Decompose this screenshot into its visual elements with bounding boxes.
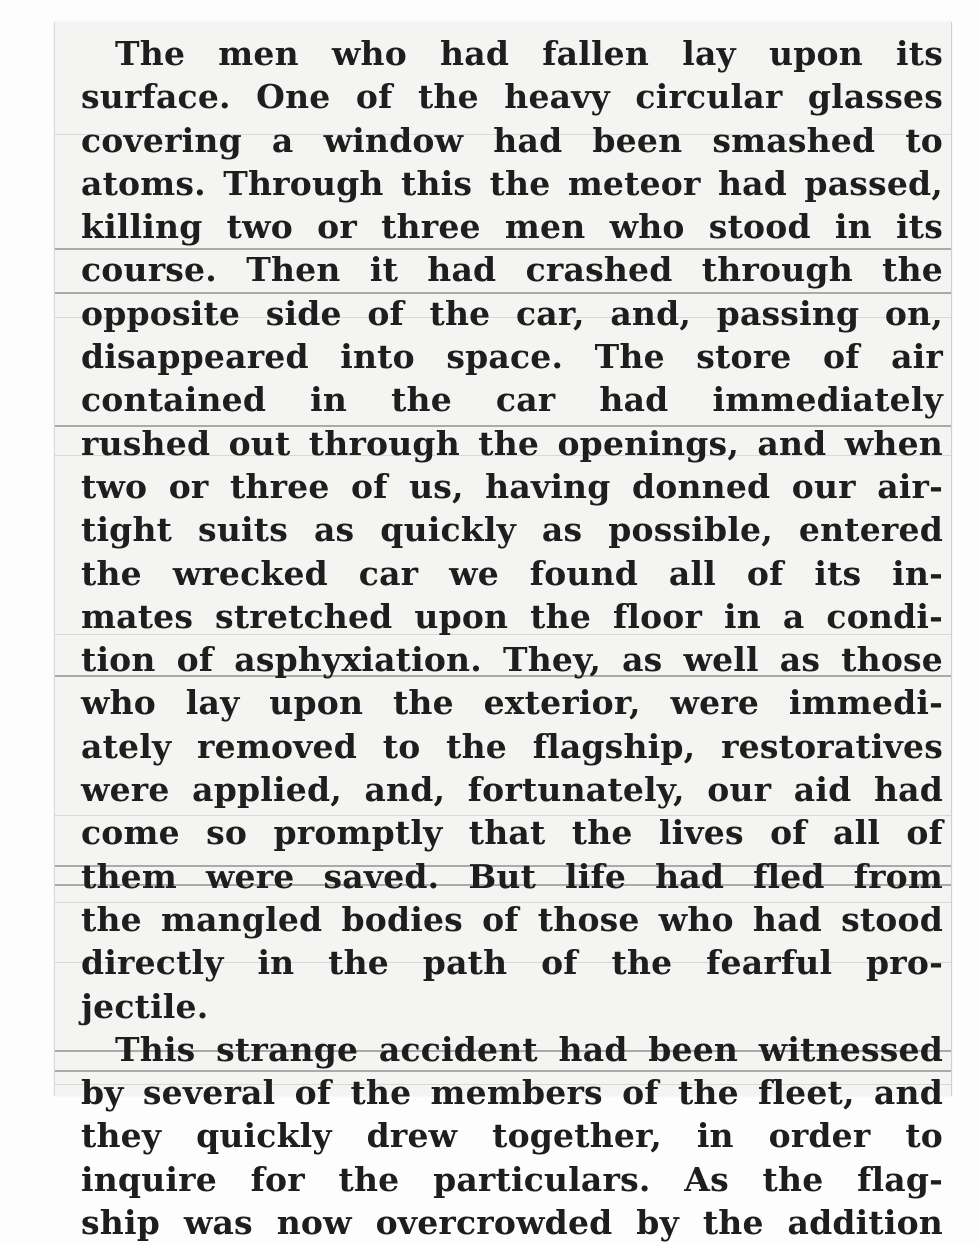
text-line: the mangled bodies of those who had stood [81,899,943,939]
text-line: the wrecked car we found all of its in- [81,553,943,593]
text-line: contained in the car had immediately [81,380,943,420]
text-line: rushed out through the openings, and when [81,423,943,463]
text-line: opposite side of the car, and, passing on, [81,293,943,333]
paragraph [81,1028,943,1244]
text-line: ately removed to the flagship, restoratives [81,726,943,766]
newspaper-clipping [54,22,952,1243]
text-line: inquire for the particulars. As the flag- [81,1159,943,1199]
text-line: tion of asphyxiation. They, as well as those [81,640,943,680]
text-line: they quickly drew together, in order to [81,1116,943,1156]
text-line: The men who had fallen lay upon its [115,34,943,73]
text-line: come so promptly that the lives of all of [81,813,943,853]
text-line: two or three of us, having donned our air- [81,466,943,506]
text-line: atoms. Through this the meteor had passed, [81,163,943,203]
text-line: killing two or three men who stood in its [81,207,943,247]
text-line: them were saved. But life had fled from [81,856,943,896]
text-line: directly in the path of the fearful pro- [81,943,943,983]
text-line: disappeared into space. The store of air [81,337,943,377]
text-line: who lay upon the exterior, were immedi- [81,683,943,723]
text-line: were applied, and, fortunately, our aid had [81,770,943,810]
text-line: mates stretched upon the floor in a condi- [81,596,943,636]
text-line: This strange accident had been witnessed [115,1029,943,1069]
text-line: tight suits as quickly as possible, entered [81,510,943,550]
text-line: ship was now overcrowded by the addition [81,1203,943,1243]
text-line: jectile. [81,986,209,1026]
paragraph [81,32,943,1028]
text-line: by several of the members of the fleet, and [81,1073,943,1113]
text-line: surface. One of the heavy circular glasses [81,77,943,117]
text-line: covering a window had been smashed to [81,120,943,160]
text-line: course. Then it had crashed through the [81,250,943,290]
article-text-column [81,32,943,1244]
